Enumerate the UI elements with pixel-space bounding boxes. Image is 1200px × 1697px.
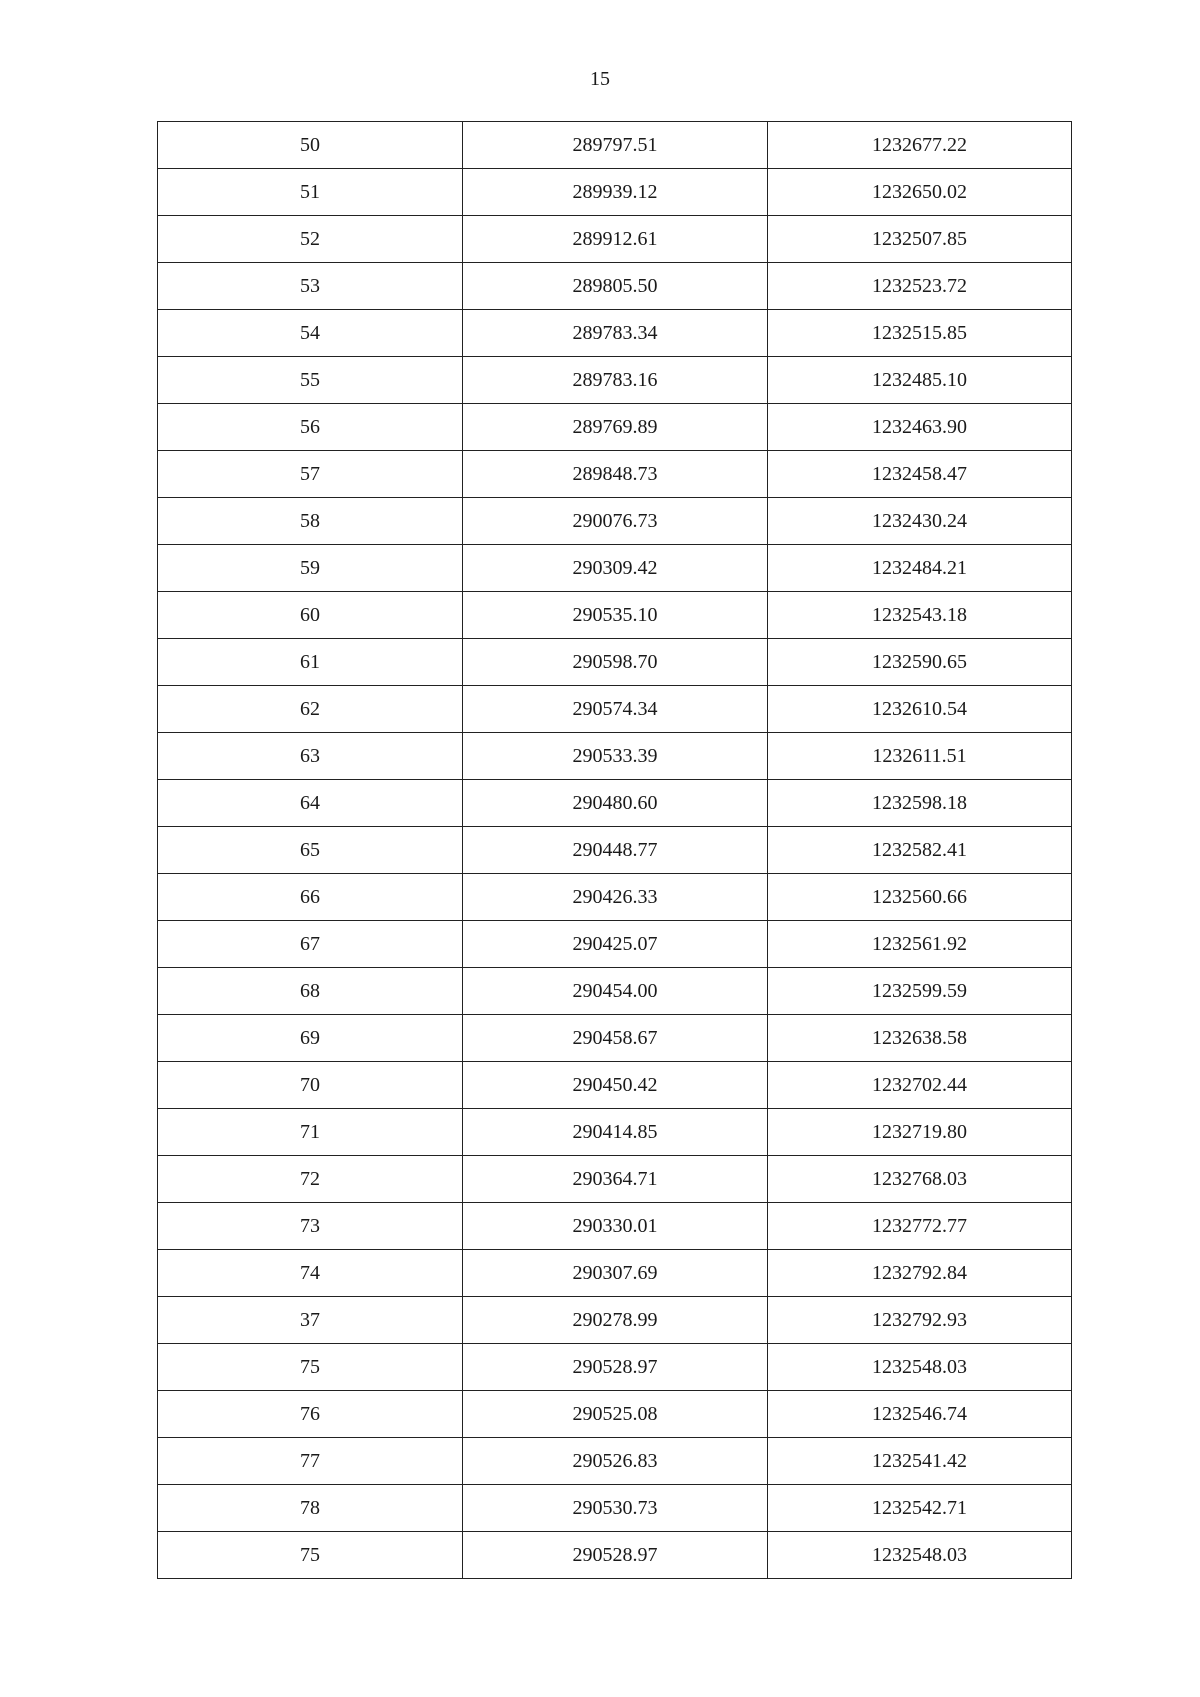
- page-number: 15: [590, 68, 610, 90]
- table-row: [158, 780, 1072, 827]
- y-coordinate-cell: 1232792.84: [768, 1250, 1072, 1297]
- y-coordinate-cell: 1232582.41: [768, 827, 1072, 874]
- table-row: [158, 921, 1072, 968]
- point-number-cell: 77: [158, 1438, 463, 1485]
- x-coordinate-cell: 290426.33: [463, 874, 768, 921]
- point-number-cell: 56: [158, 404, 463, 451]
- x-coordinate-cell: 290533.39: [463, 733, 768, 780]
- y-coordinate-cell: 1232719.80: [768, 1109, 1072, 1156]
- table-row: [158, 1109, 1072, 1156]
- table-row: [158, 545, 1072, 592]
- coordinate-table-body: [158, 122, 1072, 1579]
- table-row: [158, 1297, 1072, 1344]
- y-coordinate-cell: 1232702.44: [768, 1062, 1072, 1109]
- y-coordinate-cell: 1232548.03: [768, 1532, 1072, 1579]
- y-coordinate-cell: 1232650.02: [768, 169, 1072, 216]
- y-coordinate-cell: 1232792.93: [768, 1297, 1072, 1344]
- table-row: [158, 122, 1072, 169]
- table-row: [158, 1438, 1072, 1485]
- table-row: [158, 1156, 1072, 1203]
- point-number-cell: 73: [158, 1203, 463, 1250]
- x-coordinate-cell: 290458.67: [463, 1015, 768, 1062]
- y-coordinate-cell: 1232458.47: [768, 451, 1072, 498]
- y-coordinate-cell: 1232772.77: [768, 1203, 1072, 1250]
- table-row: [158, 498, 1072, 545]
- x-coordinate-cell: 290526.83: [463, 1438, 768, 1485]
- point-number-cell: 55: [158, 357, 463, 404]
- table-row: [158, 1203, 1072, 1250]
- table-row: [158, 827, 1072, 874]
- point-number-cell: 53: [158, 263, 463, 310]
- table-row: [158, 404, 1072, 451]
- y-coordinate-cell: 1232611.51: [768, 733, 1072, 780]
- table-row: [158, 968, 1072, 1015]
- y-coordinate-cell: 1232677.22: [768, 122, 1072, 169]
- x-coordinate-cell: 289783.34: [463, 310, 768, 357]
- y-coordinate-cell: 1232430.24: [768, 498, 1072, 545]
- y-coordinate-cell: 1232598.18: [768, 780, 1072, 827]
- x-coordinate-cell: 290598.70: [463, 639, 768, 686]
- y-coordinate-cell: 1232541.42: [768, 1438, 1072, 1485]
- x-coordinate-cell: 290076.73: [463, 498, 768, 545]
- x-coordinate-cell: 290525.08: [463, 1391, 768, 1438]
- point-number-cell: 72: [158, 1156, 463, 1203]
- y-coordinate-cell: 1232543.18: [768, 592, 1072, 639]
- y-coordinate-cell: 1232610.54: [768, 686, 1072, 733]
- x-coordinate-cell: 290309.42: [463, 545, 768, 592]
- table-row: [158, 639, 1072, 686]
- point-number-cell: 57: [158, 451, 463, 498]
- y-coordinate-cell: 1232590.65: [768, 639, 1072, 686]
- x-coordinate-cell: 289939.12: [463, 169, 768, 216]
- table-row: [158, 169, 1072, 216]
- point-number-cell: 61: [158, 639, 463, 686]
- table-row: [158, 592, 1072, 639]
- x-coordinate-cell: 290425.07: [463, 921, 768, 968]
- point-number-cell: 63: [158, 733, 463, 780]
- coordinate-table: [157, 121, 1072, 1579]
- table-row: [158, 733, 1072, 780]
- x-coordinate-cell: 290448.77: [463, 827, 768, 874]
- y-coordinate-cell: 1232485.10: [768, 357, 1072, 404]
- point-number-cell: 60: [158, 592, 463, 639]
- point-number-cell: 68: [158, 968, 463, 1015]
- x-coordinate-cell: 290278.99: [463, 1297, 768, 1344]
- table-row: [158, 263, 1072, 310]
- x-coordinate-cell: 289783.16: [463, 357, 768, 404]
- table-row: [158, 310, 1072, 357]
- point-number-cell: 76: [158, 1391, 463, 1438]
- x-coordinate-cell: 290330.01: [463, 1203, 768, 1250]
- x-coordinate-cell: 289769.89: [463, 404, 768, 451]
- x-coordinate-cell: 289797.51: [463, 122, 768, 169]
- point-number-cell: 64: [158, 780, 463, 827]
- point-number-cell: 71: [158, 1109, 463, 1156]
- y-coordinate-cell: 1232523.72: [768, 263, 1072, 310]
- table-row: [158, 1062, 1072, 1109]
- table-row: [158, 1250, 1072, 1297]
- x-coordinate-cell: 290574.34: [463, 686, 768, 733]
- table-row: [158, 874, 1072, 921]
- table-row: [158, 1015, 1072, 1062]
- x-coordinate-cell: 290450.42: [463, 1062, 768, 1109]
- x-coordinate-cell: 290528.97: [463, 1532, 768, 1579]
- x-coordinate-cell: 290528.97: [463, 1344, 768, 1391]
- y-coordinate-cell: 1232546.74: [768, 1391, 1072, 1438]
- x-coordinate-cell: 290307.69: [463, 1250, 768, 1297]
- y-coordinate-cell: 1232561.92: [768, 921, 1072, 968]
- x-coordinate-cell: 289848.73: [463, 451, 768, 498]
- x-coordinate-cell: 289912.61: [463, 216, 768, 263]
- point-number-cell: 54: [158, 310, 463, 357]
- y-coordinate-cell: 1232542.71: [768, 1485, 1072, 1532]
- x-coordinate-cell: 289805.50: [463, 263, 768, 310]
- y-coordinate-cell: 1232768.03: [768, 1156, 1072, 1203]
- point-number-cell: 51: [158, 169, 463, 216]
- table-row: [158, 357, 1072, 404]
- point-number-cell: 67: [158, 921, 463, 968]
- point-number-cell: 74: [158, 1250, 463, 1297]
- point-number-cell: 50: [158, 122, 463, 169]
- y-coordinate-cell: 1232515.85: [768, 310, 1072, 357]
- y-coordinate-cell: 1232638.58: [768, 1015, 1072, 1062]
- x-coordinate-cell: 290414.85: [463, 1109, 768, 1156]
- table-row: [158, 451, 1072, 498]
- table-row: [158, 1391, 1072, 1438]
- point-number-cell: 69: [158, 1015, 463, 1062]
- y-coordinate-cell: 1232560.66: [768, 874, 1072, 921]
- point-number-cell: 70: [158, 1062, 463, 1109]
- x-coordinate-cell: 290364.71: [463, 1156, 768, 1203]
- point-number-cell: 65: [158, 827, 463, 874]
- y-coordinate-cell: 1232484.21: [768, 545, 1072, 592]
- point-number-cell: 37: [158, 1297, 463, 1344]
- table-row: [158, 1485, 1072, 1532]
- y-coordinate-cell: 1232463.90: [768, 404, 1072, 451]
- point-number-cell: 59: [158, 545, 463, 592]
- x-coordinate-cell: 290454.00: [463, 968, 768, 1015]
- point-number-cell: 75: [158, 1532, 463, 1579]
- table-row: [158, 1532, 1072, 1579]
- x-coordinate-cell: 290480.60: [463, 780, 768, 827]
- table-row: [158, 1344, 1072, 1391]
- table-row: [158, 686, 1072, 733]
- x-coordinate-cell: 290535.10: [463, 592, 768, 639]
- y-coordinate-cell: 1232599.59: [768, 968, 1072, 1015]
- point-number-cell: 66: [158, 874, 463, 921]
- point-number-cell: 75: [158, 1344, 463, 1391]
- y-coordinate-cell: 1232507.85: [768, 216, 1072, 263]
- point-number-cell: 52: [158, 216, 463, 263]
- y-coordinate-cell: 1232548.03: [768, 1344, 1072, 1391]
- x-coordinate-cell: 290530.73: [463, 1485, 768, 1532]
- point-number-cell: 78: [158, 1485, 463, 1532]
- table-row: [158, 216, 1072, 263]
- point-number-cell: 58: [158, 498, 463, 545]
- point-number-cell: 62: [158, 686, 463, 733]
